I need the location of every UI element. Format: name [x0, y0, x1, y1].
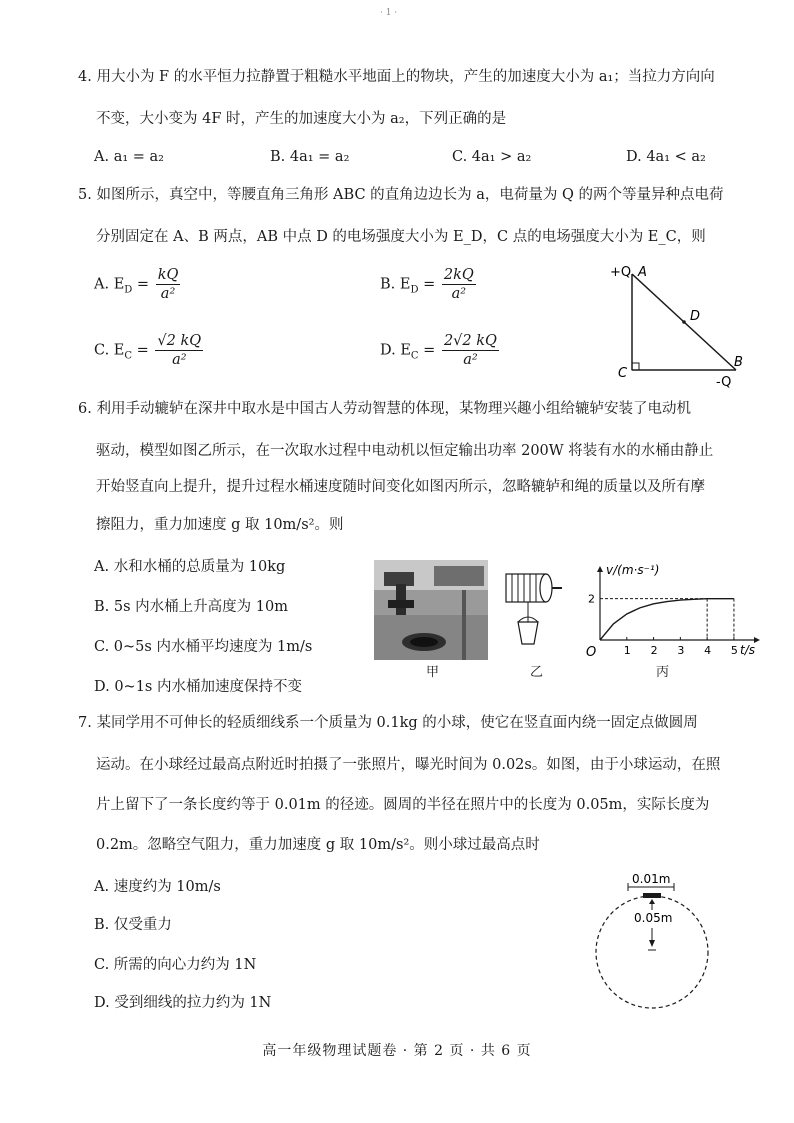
q5-option-c-sub: C [124, 350, 133, 362]
q7-line-4: 0.2m。忽略空气阻力，重力加速度 g 取 10m/s²。则小球过最高点时 [96, 837, 540, 853]
label-b: B [734, 355, 743, 370]
y-axis-label: v/(m·s⁻¹) [606, 563, 660, 577]
chart-axes [586, 563, 760, 660]
q7-line-1: 7. 某同学用不可伸长的轻质细线系一个质量为 0.1kg 的小球，使它在竖直面内绕一固定点做圆周 [78, 715, 698, 731]
q6-option-b[interactable]: B. 5s 内水桶上升高度为 10m [94, 599, 288, 615]
q5-option-b-sub: D [410, 284, 419, 296]
origin-label: O [586, 645, 597, 660]
bucket-icon [518, 622, 538, 644]
pulley-model-figure [498, 568, 568, 668]
q5-option-d[interactable]: D. $E_C$ = $\frac{2√2 kQ}{\text{a²}}$ [380, 333, 497, 368]
q5-option-b[interactable]: B. $E_D$ = $\frac{2kQ}{\text{a²}}$ [380, 267, 474, 302]
q5-triangle-figure [600, 256, 760, 396]
q5-option-d-sub: C [410, 350, 419, 362]
q7-line-2: 运动。在小球经过最高点附近时拍摄了一张照片，曝光时间为 0.02s。如图，由于小球运动，在照 [96, 757, 721, 773]
q4-option-a[interactable]: A. a₁ = a₂ [94, 149, 164, 165]
q5-option-b-prefix: B. E [380, 276, 411, 293]
q5-option-b-fraction [442, 266, 476, 303]
q5-option-b-num: 2kQ [443, 267, 474, 283]
x-axis-label: t/s [740, 643, 755, 657]
y-tick-label: 2 [588, 592, 595, 606]
q5-option-a-sub: D [124, 284, 133, 296]
q5-option-a[interactable]: A. $E_D$ = $\frac{kQ}{\text{a²}}$ [94, 267, 179, 302]
fig-label-jia: 甲 [426, 665, 440, 680]
q5-option-c-prefix: C. E [94, 342, 125, 359]
q5-line-2: 分别固定在 A、B 两点，AB 中点 D 的电场强度大小为 E_D，C 点的电场强度大小为 E_C，则 [96, 229, 706, 245]
velocity-curve [600, 599, 734, 640]
q4-option-b[interactable]: B. 4a₁ = a₂ [270, 149, 350, 165]
q5-option-d-den: a² [463, 352, 478, 368]
x-tick-label: 1 [623, 644, 631, 657]
q5-option-d-prefix: D. E [380, 342, 411, 359]
q4-line-1: 4. 用大小为 F 的水平恒力拉静置于粗糙水平地面上的物块，产生的加速度大小为 a₁；当拉力方向向 [78, 69, 715, 85]
q5-option-c[interactable]: C. $E_C$ = $\frac{√2 kQ}{\text{a²}}$ [94, 333, 202, 368]
q5-option-c-fraction [155, 332, 203, 369]
q6-line-2: 驱动，模型如图乙所示，在一次取水过程中电动机以恒定输出功率 200W 将装有水的水桶由静止 [96, 443, 714, 459]
label-radius: 0.05m [634, 911, 673, 925]
q4-line-2: 不变，大小变为 4F 时，产生的加速度大小为 a₂，下列正确的是 [96, 111, 507, 127]
q5-option-b-den: a² [451, 286, 467, 302]
header-mark: · 1 · [380, 8, 398, 18]
x-tick-label: 2 [650, 644, 658, 657]
q5-line-1: 5. 如图所示，真空中，等腰直角三角形 ABC 的直角边边长为 a，电荷量为 Q 的两个等量异种点电荷 [78, 187, 724, 203]
label-a: A [638, 265, 647, 280]
q4-option-d[interactable]: D. 4a₁ < a₂ [626, 149, 706, 165]
fig-label-bing: 丙 [656, 665, 670, 680]
ball-track-mark [643, 893, 661, 898]
q5-option-a-den: a² [160, 286, 176, 302]
q5-option-d-num: 2√2 kQ [443, 333, 497, 349]
x-tick-label: 5 [730, 644, 738, 657]
x-tick-label: 4 [704, 644, 712, 657]
q6-line-3: 开始竖直向上提升，提升过程水桶速度随时间变化如图丙所示，忽略辘轳和绳的质量以及所有摩 [96, 479, 705, 495]
x-tick-label: 3 [677, 644, 685, 657]
q7-circle-figure [592, 870, 716, 1020]
q5-option-a-prefix: A. E [94, 276, 125, 293]
y-axis-arrow [597, 566, 603, 572]
q7-line-3: 片上留下了一条长度约等于 0.01m 的径迹。圆周的半径在照片中的长度为 0.05m，实际长度为 [96, 797, 710, 813]
q6-option-a[interactable]: A. 水和水桶的总质量为 10kg [94, 559, 286, 575]
chart-marks [600, 599, 734, 640]
q6-line-4: 擦阻力，重力加速度 g 取 10m/s²。则 [96, 517, 344, 533]
fig-label-yi: 乙 [530, 665, 544, 680]
q4-option-c[interactable]: C. 4a₁ > a₂ [452, 149, 532, 165]
q6-option-d[interactable]: D. 0~1s 内水桶加速度保持不变 [94, 679, 302, 695]
q5-option-a-num: kQ [157, 267, 179, 283]
label-d: D [690, 309, 701, 324]
q7-option-c[interactable]: C. 所需的向心力约为 1N [94, 957, 257, 973]
q5-option-a-fraction [156, 266, 181, 303]
label-plus-q: +Q [610, 265, 632, 280]
q7-option-b[interactable]: B. 仅受重力 [94, 917, 172, 933]
q7-option-a[interactable]: A. 速度约为 10m/s [94, 879, 221, 895]
label-minus-q: -Q [716, 375, 732, 390]
q5-option-d-fraction [442, 332, 499, 369]
right-angle-mark [632, 363, 639, 370]
page-footer: 高一年级物理试题卷 · 第 2 页 · 共 6 页 [262, 1043, 532, 1059]
label-c: C [618, 366, 628, 381]
label-track-length: 0.01m [632, 872, 671, 886]
velocity-time-chart [578, 560, 762, 664]
q6-line-1: 6. 利用手动辘轳在深井中取水是中国古人劳动智慧的体现，某物理兴趣小组给辘轳安装了电动机 [78, 401, 691, 417]
q6-option-c[interactable]: C. 0~5s 内水桶平均速度为 1m/s [94, 639, 313, 655]
q5-option-c-den: a² [172, 352, 187, 368]
midpoint-d [682, 320, 686, 324]
q5-option-c-num: √2 kQ [157, 333, 202, 349]
q7-option-d[interactable]: D. 受到细线的拉力约为 1N [94, 995, 272, 1011]
well-photo [374, 560, 488, 660]
